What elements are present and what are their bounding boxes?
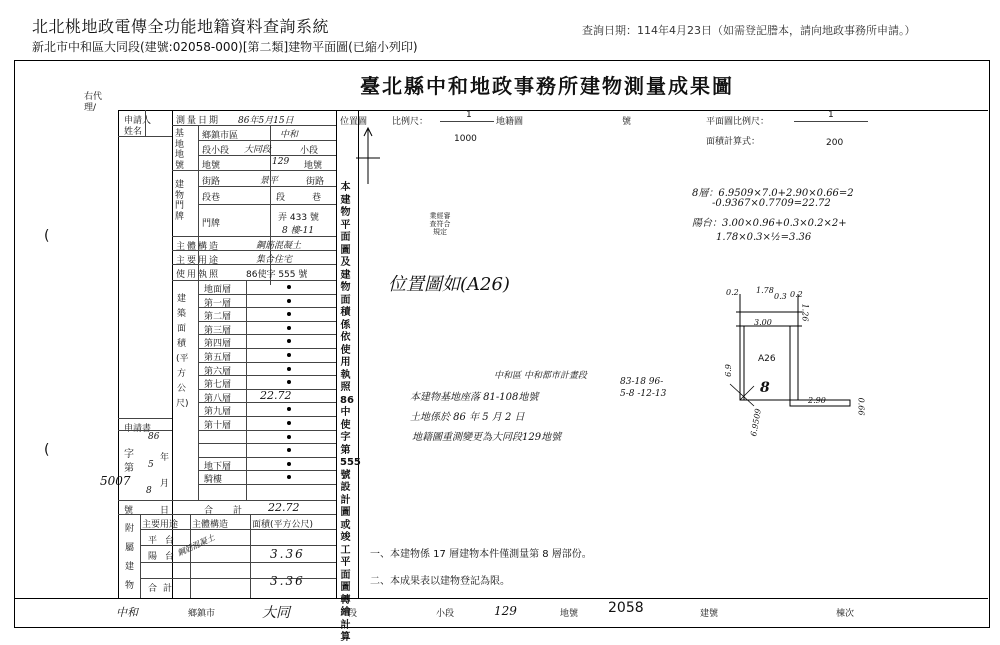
balcony-area: 3.36: [270, 547, 305, 561]
zi-label: 字第: [124, 449, 134, 474]
floor-label: 第八層: [204, 393, 232, 404]
dim-0-2-right: 0.2: [790, 290, 803, 299]
empty-area-dot: [287, 380, 291, 384]
street-label: 街路: [202, 177, 221, 187]
empty-area-dot: [287, 448, 291, 452]
footer-building-label: 建號: [700, 609, 719, 619]
floor-label: 第五層: [204, 353, 232, 363]
floor-label: 地下層: [204, 461, 232, 472]
location-map-label: 位置圖: [340, 117, 368, 127]
plan-sheet-label: A26: [758, 354, 776, 364]
dim-0-66: 0.66: [856, 397, 866, 416]
application-number: 5007: [100, 474, 131, 488]
attached-structure-label: 主體構造: [192, 520, 229, 530]
floor-plan-drawing: [720, 282, 870, 442]
base-lot-label: 基地地號: [174, 129, 184, 171]
application-day: 8: [146, 486, 152, 496]
calc-line-3: 陽台：3.00×0.96+0.3×0.2×2+: [692, 218, 847, 229]
floor-label: 第三層: [204, 325, 232, 336]
lane-suffix-lane: 巷: [312, 193, 322, 203]
lot-value: 129: [272, 157, 290, 167]
note-1: 一、本建物係 17 層建物本件僅測量第 8 層部份。: [370, 549, 592, 560]
main-use-value: 集合住宅: [256, 255, 293, 265]
floor-row: [198, 443, 336, 458]
attached-area-label: 面積(平方公尺): [252, 520, 314, 530]
eighth-floor-area: 22.72: [260, 388, 292, 402]
section-suffix: 小段: [300, 146, 319, 156]
survey-note-3: 土地係於 86 年 5 月 2 日: [410, 412, 525, 423]
scale-denominator: 1000: [454, 134, 477, 144]
lot-suffix: 地號: [304, 161, 323, 171]
footer-town-label: 鄉鎮市: [188, 609, 216, 619]
empty-area-dot: [287, 435, 291, 439]
floor-label: 第十層: [204, 421, 232, 431]
lane-suffix-section: 段: [276, 193, 286, 203]
lane-label: 段巷: [202, 193, 221, 203]
area-calc-label: 面積計算式：: [706, 137, 761, 147]
empty-area-dot: [287, 326, 291, 330]
measure-date-value: 86年5月15日: [238, 116, 294, 126]
applicant-label: 申請人: [124, 116, 152, 126]
floor-label: 第九層: [204, 407, 232, 418]
day-label: 日: [160, 506, 170, 516]
floor-label: 第六層: [204, 366, 232, 377]
dim-0-2-left: 0.2: [726, 288, 739, 297]
survey-note-1: 中和區 中和都市計畫段: [494, 371, 587, 381]
empty-area-dot: [287, 339, 291, 343]
system-title: 北北桃地政電傳全功能地籍資料查詢系統: [32, 17, 330, 36]
document-title: 臺北縣中和地政事務所建物測量成果圖: [360, 74, 734, 98]
main-use-label: 主要用途: [176, 256, 221, 266]
plan-scale-numerator: 1: [828, 110, 834, 120]
floor-row: [198, 321, 336, 336]
empty-area-dot: [287, 462, 291, 466]
year-word: 年: [160, 453, 170, 463]
license-label: 使用執照: [176, 270, 221, 280]
plan-floor-label: 8: [760, 380, 770, 396]
footer-section-label: 段: [348, 609, 358, 619]
plan-scale-denominator: 200: [826, 138, 844, 148]
building-area-label: 建築面積(平方公尺): [176, 294, 189, 409]
empty-area-dot: [287, 421, 291, 425]
dim-6-9: 6.9: [723, 364, 733, 377]
attached-use-label: 主要用途: [142, 520, 179, 530]
floor-label: 第四層: [204, 339, 232, 350]
section-value: 大同段: [244, 145, 272, 155]
dim-0-3: 0.3: [774, 292, 787, 301]
footer-lot: 129: [494, 604, 517, 618]
calc-line-2: -0.9367×0.7709=22.72: [712, 198, 831, 209]
main-structure-label: 主體構造: [176, 242, 221, 252]
margin-label: 右代理/: [84, 92, 103, 113]
main-structure-value: 鋼筋混凝土: [256, 241, 302, 251]
attached-total-label: 合計: [148, 584, 179, 594]
footer-building-number: 2058: [608, 600, 644, 616]
scale-numerator: 1: [466, 110, 472, 120]
floor-row: [198, 375, 336, 390]
survey-side-numbers: 83-18 96-5-8 -12-13: [620, 377, 667, 399]
township-label: 鄉鎮市區: [202, 131, 239, 141]
total-value: 22.72: [268, 501, 300, 514]
balcony-label: 陽台: [148, 552, 183, 562]
dim-2-90: 2.90: [808, 396, 826, 405]
margin-paren-2: (: [44, 442, 50, 458]
floor-row: [198, 280, 336, 295]
empty-area-dot: [287, 475, 291, 479]
floor-row: [198, 334, 336, 349]
plan-scale-label: 平面圖比例尺：: [706, 117, 770, 127]
floor-row: [198, 348, 336, 363]
empty-area-dot: [287, 299, 291, 303]
empty-area-dot: [287, 312, 291, 316]
application-label: 申請書: [124, 424, 152, 434]
margin-paren-1: (: [44, 228, 50, 244]
vertical-note: 本建物平面圖及建物面積係依使用執照86中使字第555號設計圖或竣工平面圖轉繪計算: [340, 182, 361, 643]
calc-line-1: 8層：6.9509×7.0+2.90×0.66=2: [692, 188, 854, 199]
floor-row: [198, 457, 336, 472]
empty-area-dot: [287, 367, 291, 371]
floor-label: 第一層: [204, 298, 232, 309]
month-word: 月: [160, 479, 170, 489]
door-value: 弄 433 號: [278, 213, 319, 223]
floor-row: [198, 362, 336, 377]
footer-section: 大同: [262, 605, 290, 621]
floor-value: 8 樓-11: [282, 226, 315, 236]
section-label: 段小段: [202, 146, 230, 156]
query-date: 查詢日期：114年4月23日（如需登記謄本，請向地政事務所申請。）: [582, 24, 916, 37]
floor-label: 地面層: [204, 285, 232, 295]
empty-area-dot: [287, 407, 291, 411]
township-value: 中和: [280, 130, 299, 140]
floor-row: [198, 294, 336, 309]
calc-line-4: 1.78×0.3×½=3.36: [716, 232, 812, 243]
floor-label: 第七層: [204, 380, 232, 391]
balcony-structure: 鋼筋混凝土: [175, 532, 217, 559]
application-month: 5: [148, 460, 154, 470]
note-2: 二、本成果表以建物登記為限。: [370, 576, 510, 587]
footer-sheet-label: 棟次: [836, 609, 855, 619]
dim-6-9509: 6.9509: [749, 407, 763, 438]
floor-label: 第二層: [204, 312, 232, 323]
dim-1-26: 1.26: [800, 303, 810, 322]
floor-row: [198, 389, 336, 404]
application-year: 86: [148, 432, 160, 442]
license-value: 86使字 555 號: [246, 270, 308, 280]
dim-3-00: 3.00: [754, 318, 772, 327]
floor-row: [198, 430, 336, 445]
footer-subsection-label: 小段: [436, 609, 455, 619]
measure-date-label: 測量日期: [176, 116, 221, 126]
floor-row: [198, 470, 336, 485]
name-label: 姓名: [124, 127, 143, 137]
survey-note-2: 本建物基地座落 81-108地號: [410, 392, 539, 403]
location-note: 位置圖如(A26): [388, 274, 510, 295]
empty-area-dot: [287, 353, 291, 357]
door-label: 門牌: [202, 219, 221, 229]
dim-1-78: 1.78: [756, 286, 774, 295]
floor-row: [198, 416, 336, 431]
document-subtitle: 新北市中和區大同段(建號:02058-000)[第二類]建物平面圖(已縮小列印): [32, 40, 418, 54]
footer-town: 中和: [116, 606, 138, 619]
north-arrow-icon: [354, 124, 382, 188]
floor-row: [198, 307, 336, 322]
scale-label: 比例尺：: [392, 117, 429, 127]
number-label: 號: [124, 506, 134, 516]
footer-lot-label: 地號: [560, 609, 579, 619]
lot-label: 地號: [202, 161, 221, 171]
platform-label: 平台: [148, 536, 183, 546]
floor-label: 騎樓: [204, 475, 223, 486]
street-suffix: 街路: [306, 177, 325, 187]
street-value: 景平: [260, 176, 279, 186]
approval-stamp: 業經審查符合規定: [429, 212, 451, 236]
floor-row: [198, 402, 336, 417]
attached-total: 3.36: [270, 574, 305, 588]
cadastral-map-label: 地籍圖: [496, 117, 524, 127]
lot-number-label: 號: [622, 117, 632, 127]
door-number-label: 建物門牌: [174, 180, 184, 222]
attached-building-label: 附屬建物: [124, 524, 134, 591]
empty-area-dot: [287, 285, 291, 289]
total-label: 合計: [204, 506, 263, 516]
survey-note-4: 地籍圖重測變更為大同段129地號: [412, 432, 562, 443]
